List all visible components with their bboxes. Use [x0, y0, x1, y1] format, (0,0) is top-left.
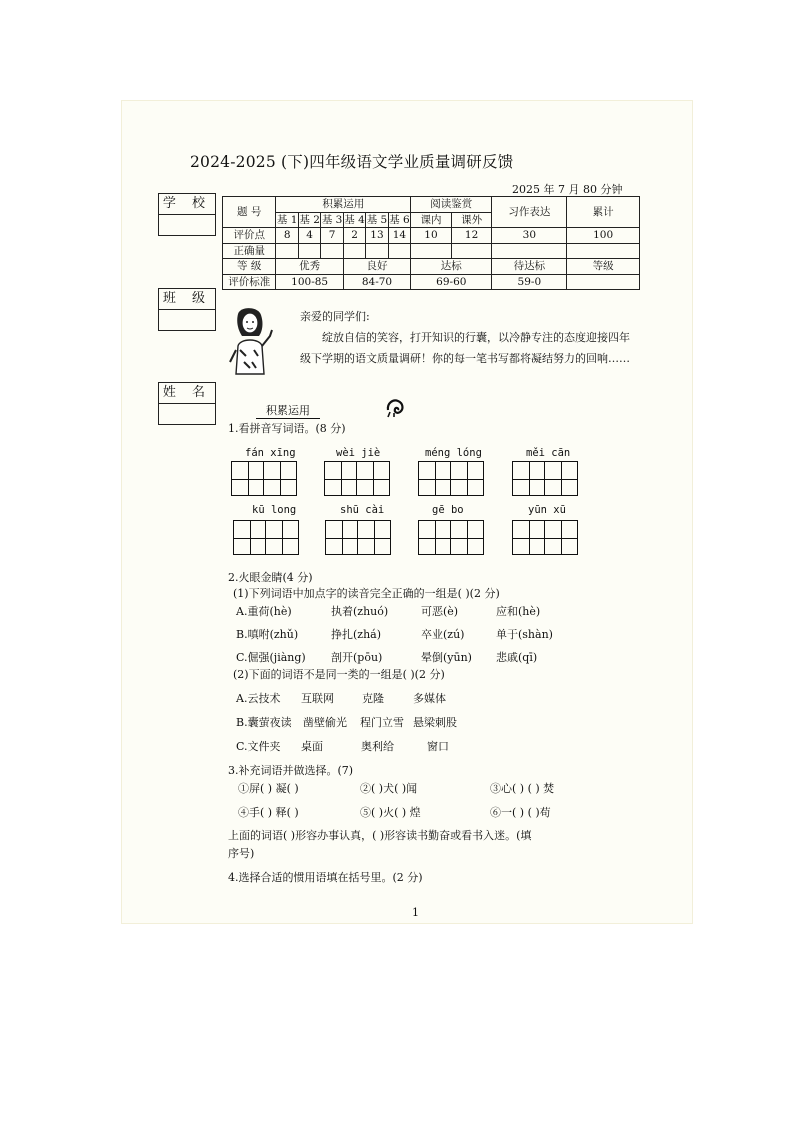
option-word: 窗口 — [427, 740, 449, 753]
table-cell: 基 1 — [276, 213, 298, 226]
writing-grid[interactable] — [231, 461, 297, 496]
fill-sentence[interactable]: 上面的词语( )形容办事认真，( )形容读书勤奋或看书入迷。(填 — [228, 829, 532, 842]
table-cell: 13 — [366, 228, 388, 244]
table-cell: 100-85 — [276, 274, 343, 290]
pinyin-label: fán xīng — [245, 447, 296, 459]
writing-grid[interactable] — [324, 461, 390, 496]
pinyin-label: kū long — [252, 504, 297, 516]
option-word: 剖开(pōu) — [331, 651, 383, 664]
option-a[interactable]: A.云技术 — [236, 692, 281, 705]
option-word: 桌面 — [301, 740, 323, 753]
intro-body: 绽放自信的笑容，打开知识的行囊，以冷静专注的态度迎接四年级下学期的语文质量调研！你的每一笔书写都将凝结努力的回响…… — [300, 331, 630, 365]
table-cell: 累计 — [567, 197, 640, 228]
question-4-title: 4.选择合适的惯用语填在括号里。(2 分) — [228, 871, 423, 884]
question-2-title: 2.火眼金睛(4 分) — [228, 571, 313, 584]
writing-grid[interactable] — [325, 520, 391, 555]
fill-idiom[interactable]: ⑥一( ) ( )苟 — [490, 806, 551, 819]
option-a[interactable]: A.重荷(hè) — [236, 605, 292, 618]
table-cell: 7 — [321, 228, 343, 244]
fill-idiom[interactable]: ②( )犬( )闻 — [360, 782, 418, 795]
table-cell: 30 — [492, 228, 567, 244]
table-cell: 10 — [411, 228, 452, 244]
name-box — [158, 382, 216, 425]
table-cell: 积累运用 — [276, 197, 411, 213]
score-input-cell[interactable] — [388, 243, 410, 259]
table-cell: 4 — [298, 228, 320, 244]
option-word: 多媒体 — [413, 692, 446, 705]
fill-idiom[interactable]: ③心( ) ( ) 焚 — [490, 782, 555, 795]
table-cell: 待达标 — [492, 259, 567, 275]
option-word: 挣扎(zhá) — [331, 628, 382, 641]
class-label: 班 级 — [159, 289, 215, 310]
grade-input-cell[interactable] — [567, 274, 640, 290]
school-box — [158, 193, 216, 236]
class-field[interactable] — [159, 310, 215, 330]
option-word: 执着(zhuó) — [331, 605, 389, 618]
section-title: 积累运用 — [256, 404, 320, 419]
score-input-cell[interactable] — [451, 243, 492, 259]
option-word: 凿壁偷光 — [303, 716, 347, 729]
pinyin-label: měi cān — [526, 447, 571, 459]
writing-grid[interactable] — [512, 520, 578, 555]
option-c[interactable]: C.倔强(jiàng) — [236, 651, 306, 664]
pinyin-label: wèi jiè — [336, 447, 381, 459]
pinyin-label: méng lóng — [425, 447, 482, 459]
class-box — [158, 288, 216, 331]
table-cell: 69-60 — [411, 274, 492, 290]
option-word: 克隆 — [362, 692, 384, 705]
option-word: 互联网 — [301, 692, 334, 705]
fill-sentence-cont: 序号) — [228, 847, 255, 860]
option-word: 奥利给 — [361, 740, 394, 753]
score-input-cell[interactable] — [567, 243, 640, 259]
table-cell: 评价点 — [223, 228, 276, 244]
table-cell: 14 — [388, 228, 410, 244]
table-row — [223, 243, 640, 259]
option-b[interactable]: B.囊萤夜读 — [236, 716, 292, 729]
pinyin-label: gē bo — [432, 504, 464, 516]
score-input-cell[interactable] — [276, 243, 298, 259]
name-label: 姓 名 — [159, 383, 215, 404]
option-word: 应和(hè) — [496, 605, 541, 618]
table-cell: 基 4 — [344, 213, 365, 226]
table-cell: 评价标准 — [223, 274, 276, 290]
intro-letter — [300, 306, 640, 369]
fill-idiom[interactable]: ⑤( )火( ) 煌 — [360, 806, 421, 819]
name-field[interactable] — [159, 404, 215, 424]
question-3-title: 3.补充词语并做选择。(7) — [228, 764, 354, 777]
table-cell: 8 — [276, 228, 298, 244]
option-word: 卒业(zú) — [421, 628, 465, 641]
table-cell: 84-70 — [343, 274, 410, 290]
score-input-cell[interactable] — [321, 243, 343, 259]
writing-grid[interactable] — [233, 520, 299, 555]
table-cell: 12 — [451, 228, 492, 244]
table-cell: 59-0 — [492, 274, 567, 290]
writing-grid[interactable] — [418, 461, 484, 496]
question-1-title: 1.看拼音写词语。(8 分) — [228, 422, 346, 435]
score-input-cell[interactable] — [366, 243, 388, 259]
fill-idiom[interactable]: ①屏( ) 凝( ) — [238, 782, 299, 795]
table-cell: 题 号 — [223, 197, 276, 228]
bird-ornament-icon — [384, 396, 406, 418]
table-cell: 2 — [343, 228, 365, 244]
table-cell: 达标 — [411, 259, 492, 275]
pinyin-label: yūn xū — [528, 504, 566, 516]
table-cell: 基 5 — [366, 213, 388, 226]
writing-grid[interactable] — [418, 520, 484, 555]
option-word: 程门立雪 — [360, 716, 404, 729]
school-label: 学 校 — [159, 194, 215, 215]
table-cell: 正确量 — [223, 243, 276, 259]
intro-greeting: 亲爱的同学们: — [300, 310, 370, 323]
table-cell: 阅读鉴赏 — [411, 197, 492, 213]
page-number: 1 — [412, 906, 419, 919]
question-2-2: (2)下面的词语不是同一类的一组是( )(2 分) — [233, 668, 445, 681]
table-row — [223, 274, 640, 290]
table-cell: 优秀 — [276, 259, 343, 275]
score-input-cell[interactable] — [298, 243, 320, 259]
table-row — [223, 197, 640, 213]
page-title: 2024-2025 (下)四年级语文学业质量调研反馈 — [190, 153, 514, 171]
option-word: 可恶(è) — [421, 605, 459, 618]
table-row — [223, 228, 640, 244]
pinyin-label: shū cài — [340, 504, 385, 516]
table-cell: 等级 — [567, 259, 640, 275]
table-cell: 等 级 — [223, 259, 276, 275]
table-cell: 100 — [567, 228, 640, 244]
table-cell: 习作表达 — [492, 197, 567, 228]
score-table — [222, 196, 640, 290]
teacher-illustration — [226, 306, 274, 376]
table-cell: 基 6 — [389, 213, 410, 226]
writing-grid[interactable] — [512, 461, 578, 496]
question-2-1: (1)下列词语中加点字的读音完全正确的一组是( )(2 分) — [233, 587, 500, 600]
exam-date-duration: 2025 年 7 月 80 分钟 — [512, 183, 623, 196]
score-input-cell[interactable] — [492, 243, 567, 259]
table-cell: 基 2 — [299, 213, 320, 226]
table-cell: 良好 — [343, 259, 410, 275]
table-cell: 基 3 — [321, 213, 343, 226]
option-word: 悲戚(qī) — [496, 651, 538, 664]
option-word: 单于(shàn) — [496, 628, 553, 641]
table-cell: 课内 — [411, 212, 452, 228]
table-cell: 课外 — [451, 212, 492, 228]
option-b[interactable]: B.嗔咐(zhǔ) — [236, 628, 299, 641]
option-word: 悬梁刺股 — [413, 716, 457, 729]
option-c[interactable]: C.文件夹 — [236, 740, 281, 753]
fill-idiom[interactable]: ④手( ) 释( ) — [238, 806, 299, 819]
option-word: 晕倒(yūn) — [421, 651, 472, 664]
table-row — [223, 259, 640, 275]
school-field[interactable] — [159, 215, 215, 235]
score-input-cell[interactable] — [343, 243, 365, 259]
score-input-cell[interactable] — [411, 243, 452, 259]
